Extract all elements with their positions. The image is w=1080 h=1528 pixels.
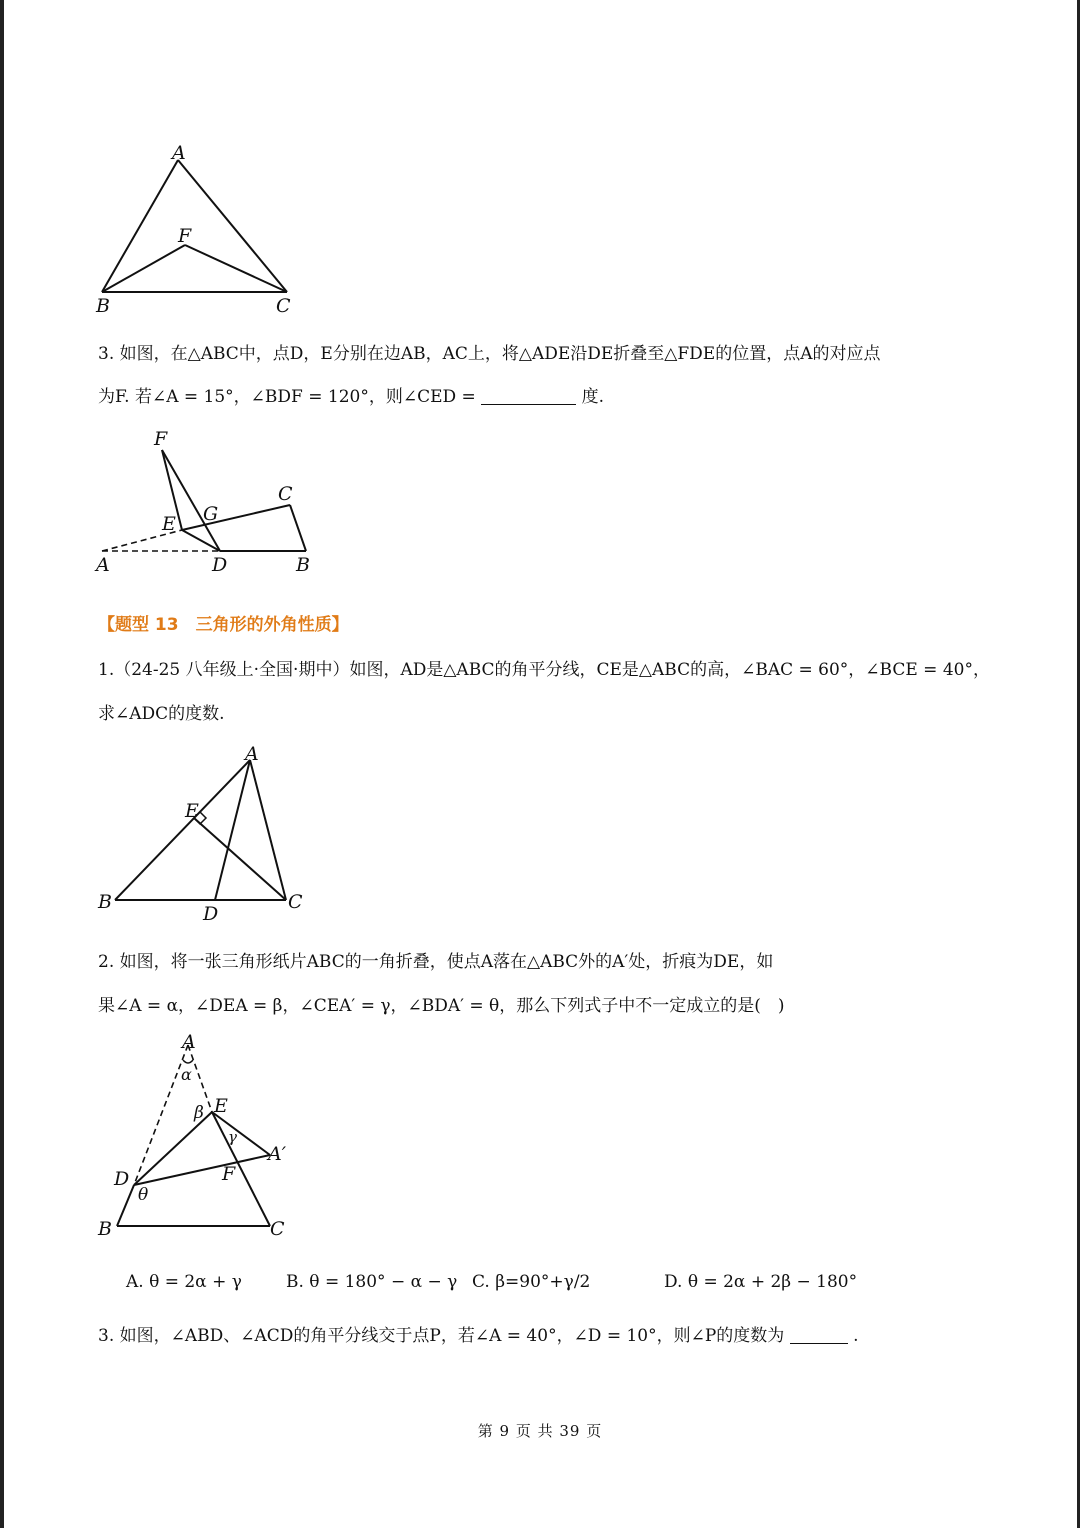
problem-3-line-1: 3. 如图，在△ABC中，点D，E分别在边AB，AC上，将△ADE沿DE折叠至△FDE的位置，点A的对应点 <box>98 344 881 364</box>
label-e: E <box>214 1095 228 1117</box>
label-e: E <box>185 800 199 822</box>
figure-folded-corner <box>90 1030 320 1240</box>
seg-ce <box>194 818 286 900</box>
page-footer: 第 9 页 共 39 页 <box>477 1422 603 1440</box>
label-d: D <box>114 1168 130 1190</box>
problem-3b-end: . <box>853 1326 859 1346</box>
label-f: F <box>154 428 168 450</box>
problem-2-line-2: 果∠A = α，∠DEA = β，∠CEA′ = γ，∠BDA′ = θ，那么下列式子中不一定成立的是( ) <box>98 996 785 1016</box>
problem-3-text: 为F. 若∠A = 15°，∠BDF = 120°，则∠CED = <box>98 387 476 407</box>
label-f: F <box>222 1163 236 1185</box>
seg-ad-dashed <box>134 1045 188 1185</box>
seg-ab <box>102 160 178 292</box>
seg-fc <box>185 245 287 292</box>
option-b: B. θ = 180° − α − γ <box>286 1272 458 1292</box>
seg-da-prime <box>134 1155 270 1185</box>
seg-db <box>117 1185 134 1226</box>
seg-ac <box>178 160 287 292</box>
label-d: D <box>203 903 219 925</box>
label-a-prime: A′ <box>268 1143 287 1165</box>
option-a: A. θ = 2α + γ <box>126 1272 242 1292</box>
label-b: B <box>98 1218 112 1240</box>
answer-blank <box>481 386 576 405</box>
section-heading: 【题型 13 三角形的外角性质】 <box>98 615 349 635</box>
label-a: A <box>172 142 186 164</box>
problem-3b-line <box>98 1324 998 1348</box>
option-d: D. θ = 2α + 2β − 180° <box>664 1272 858 1292</box>
label-b: B <box>96 295 110 317</box>
label-gamma: γ <box>228 1128 237 1146</box>
label-a: A <box>245 743 259 765</box>
problem-3b-text: 3. 如图，∠ABD、∠ACD的角平分线交于点P，若∠A = 40°，∠D = 10°，则∠P的度数为 <box>98 1326 785 1346</box>
label-c: C <box>288 891 303 913</box>
problem-1-line-2: 求∠ADC的度数. <box>98 704 225 724</box>
arc-alpha <box>183 1060 193 1063</box>
label-e: E <box>162 513 176 535</box>
label-a: A <box>182 1031 196 1053</box>
page-border-left <box>0 0 4 1528</box>
label-c: C <box>278 483 293 505</box>
label-g: G <box>203 503 219 525</box>
seg-ab <box>115 760 250 900</box>
label-c: C <box>276 295 291 317</box>
figure-fold-triangle <box>90 425 330 580</box>
seg-ec <box>182 505 290 530</box>
problem-2-line-1: 2. 如图，将一张三角形纸片ABC的一角折叠，使点A落在△ABC外的A′处，折痕为DE，如 <box>98 952 774 972</box>
label-beta: β <box>194 1103 204 1123</box>
figure-bisector-altitude <box>90 740 320 925</box>
answer-blank-2 <box>790 1325 848 1344</box>
seg-ea-prime <box>212 1112 270 1155</box>
problem-3-line-2 <box>98 385 998 409</box>
seg-ac <box>250 760 286 900</box>
seg-cb <box>290 505 306 551</box>
label-d: D <box>212 554 228 576</box>
figure-triangle-abf <box>90 140 310 320</box>
label-theta: θ <box>138 1185 149 1205</box>
option-c: C. β=90°+γ/2 <box>472 1272 591 1292</box>
label-f: F <box>178 225 192 247</box>
label-b: B <box>98 891 112 913</box>
label-a: A <box>96 554 110 576</box>
seg-ad <box>215 760 250 900</box>
label-alpha: α <box>181 1065 192 1084</box>
label-b: B <box>296 554 310 576</box>
problem-3-unit: 度. <box>581 387 604 407</box>
seg-ec <box>212 1112 270 1226</box>
problem-1-line-1: 1.（24-25 八年级上·全国·期中）如图，AD是△ABC的角平分线，CE是△ABC的高，∠BAC = 60°，∠BCE = 40°， <box>98 660 990 680</box>
label-c: C <box>270 1218 285 1240</box>
